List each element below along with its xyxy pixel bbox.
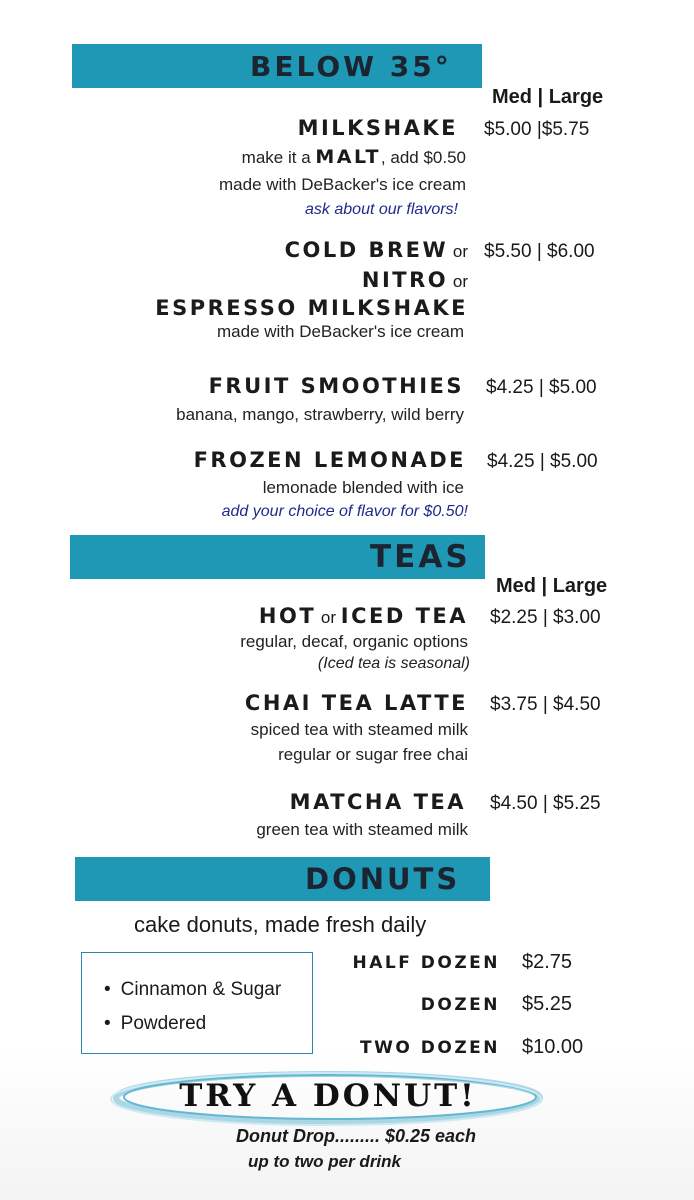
item-name xyxy=(362,268,468,292)
item-price: $4.25 | $5.00 xyxy=(486,377,597,398)
size-header: Med | Large xyxy=(492,86,604,108)
size-header: Med | Large xyxy=(496,575,608,597)
flavor-item: • Cinnamon & Sugar xyxy=(104,973,281,1007)
item-name-or: or xyxy=(316,608,341,627)
item-name: CHAI TEA LATTE xyxy=(244,691,468,715)
malt-suffix: , add $0.50 xyxy=(380,148,466,167)
item-desc: green tea with steamed milk xyxy=(256,820,468,839)
flavor-list xyxy=(104,973,281,1041)
item-desc: banana, mango, strawberry, wild berry xyxy=(176,405,464,424)
item-name-or: or xyxy=(448,242,468,261)
item-price: $2.25 | $3.00 xyxy=(490,607,601,628)
item-name-part: ICED TEA xyxy=(340,604,468,628)
item-price: $4.50 | $5.25 xyxy=(490,793,601,814)
flavor-item: • Powdered xyxy=(104,1007,281,1041)
item-price: $5.00 |$5.75 xyxy=(484,119,590,140)
item-desc: made with DeBacker's ice cream xyxy=(219,175,466,194)
promo-title: TRY A DONUT! xyxy=(179,1078,477,1114)
item-desc: regular, decaf, organic options xyxy=(240,632,468,651)
flavor-box xyxy=(81,952,313,1054)
item-name: ESPRESSO MILKSHAKE xyxy=(155,296,468,320)
item-name-or: or xyxy=(448,272,468,291)
item-name: FRUIT SMOOTHIES xyxy=(208,374,464,398)
promo-line: Donut Drop......... $0.25 each xyxy=(236,1126,477,1146)
item-name xyxy=(285,238,468,262)
section-title-below: BELOW 35° xyxy=(250,50,452,83)
item-price: $4.25 | $5.00 xyxy=(487,451,598,472)
size-label: HALF DOZEN xyxy=(352,953,500,973)
item-name-part: HOT xyxy=(258,604,317,628)
section-title-teas: TEAS xyxy=(370,539,471,575)
donuts-subtitle: cake donuts, made fresh daily xyxy=(134,912,427,937)
item-name: FROZEN LEMONADE xyxy=(193,448,466,472)
item-desc: made with DeBacker's ice cream xyxy=(217,322,464,341)
promo-badge xyxy=(108,1068,548,1128)
item-note: (Iced tea is seasonal) xyxy=(317,655,470,672)
item-note: add your choice of flavor for $0.50! xyxy=(221,503,468,520)
malt-name: MALT xyxy=(315,146,381,168)
item-name: MATCHA TEA xyxy=(289,790,466,814)
promo-subline: up to two per drink xyxy=(248,1152,401,1171)
size-label: DOZEN xyxy=(420,995,500,1015)
malt-prefix: make it a xyxy=(241,148,316,167)
item-name-part: COLD BREW xyxy=(284,238,449,262)
item-desc: regular or sugar free chai xyxy=(278,745,468,764)
item-malt-line xyxy=(242,146,466,168)
item-price: $3.75 | $4.50 xyxy=(490,694,601,715)
section-title-donuts: DONUTS xyxy=(305,862,461,896)
size-price: $10.00 xyxy=(522,1036,584,1058)
item-desc: lemonade blended with ice xyxy=(262,478,464,497)
item-note: ask about our flavors! xyxy=(305,201,458,218)
item-name: MILKSHAKE xyxy=(297,116,458,140)
size-price: $5.25 xyxy=(522,993,573,1015)
item-name-part: NITRO xyxy=(361,268,449,292)
item-price: $5.50 | $6.00 xyxy=(484,241,595,262)
size-price: $2.75 xyxy=(522,951,573,973)
item-name xyxy=(259,604,468,628)
size-label: TWO DOZEN xyxy=(360,1038,500,1058)
item-desc: spiced tea with steamed milk xyxy=(250,720,468,739)
